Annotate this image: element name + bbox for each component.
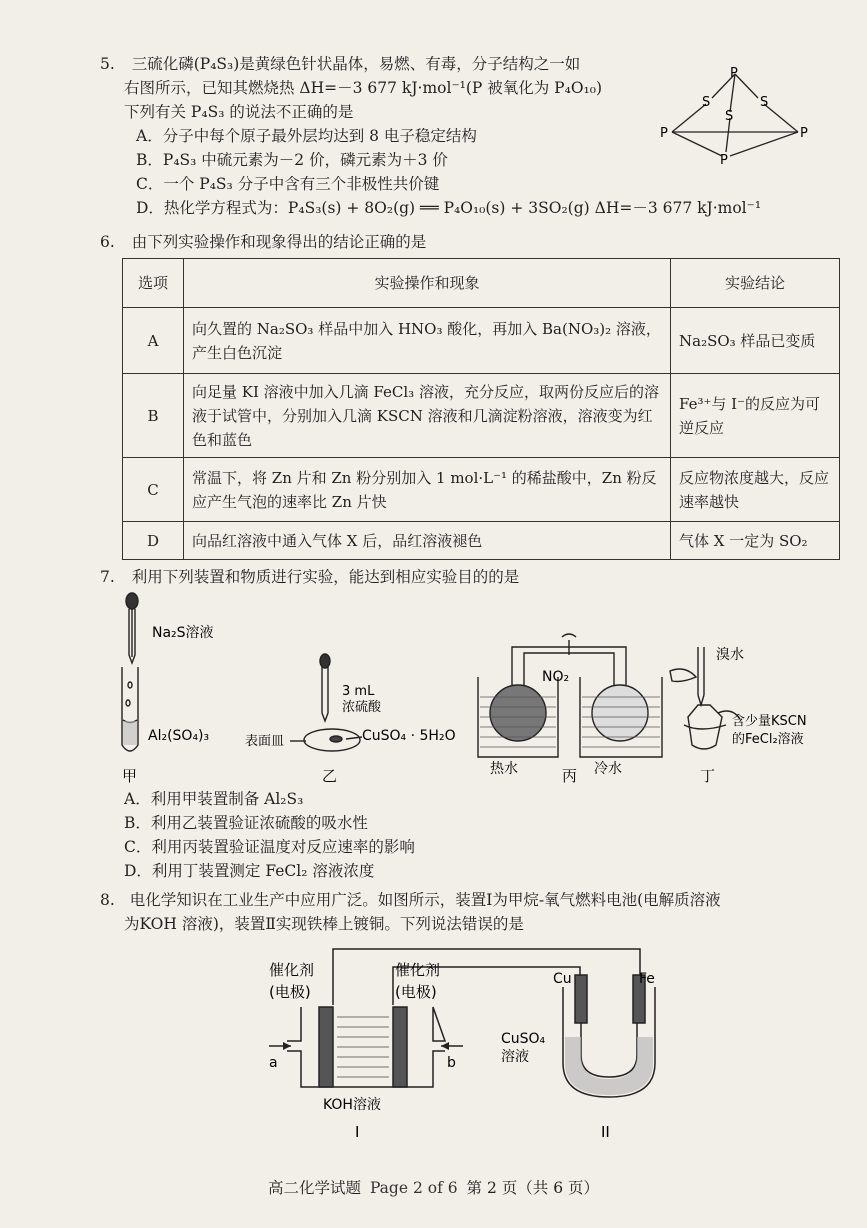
row-conclusion: 反应物浓度越大，反应速率越快 [671, 458, 840, 522]
cuso4-label-2: 溶液 [501, 1049, 529, 1065]
option-a: A．分子中每个原子最外层均达到 8 电子稳定结构 [136, 127, 477, 146]
row-option: A [123, 308, 184, 374]
option-d: D．热化学方程式为：P₄S₃(s) + 8O₂(g) ══ P₄O₁₀(s) + 3SO₂(g) ΔH=－3 677 kJ·mol⁻¹ [136, 199, 762, 218]
table-row [123, 522, 840, 560]
question-stem: 下列有关 P₄S₃ 的说法不正确的是 [124, 103, 354, 122]
p4s3-molecule-figure [650, 60, 820, 175]
row-operation: 向品红溶液中通入气体 X 后，品红溶液褪色 [184, 522, 671, 560]
option-c: C．利用丙装置验证温度对反应速率的影响 [124, 838, 415, 857]
question-stem: 电化学知识在工业生产中应用广泛。如图所示，装置Ⅰ为甲烷-氧气燃料电池(电解质溶液 [129, 891, 721, 909]
option-c: C．一个 P₄S₃ 分子中含有三个非极性共价键 [136, 175, 440, 194]
yi-volume-label: 3 mL [342, 684, 375, 699]
jia-tube-label: Al₂(SO₄)₃ [148, 728, 210, 744]
row-operation: 向久置的 Na₂SO₃ 样品中加入 HNO₃ 酸化，再加入 Ba(NO₃)₂ 溶液，产生白色沉淀 [184, 308, 671, 374]
question-stem: 三硫化磷(P₄S₃)是黄绿色针状晶体，易燃、有毒，分子结构之一如 [131, 55, 581, 73]
question-number: 6. [100, 233, 115, 251]
yi-salt-label: CuSO₄ · 5H₂O [362, 728, 456, 744]
catalyst-right-label-1: 催化剂 [395, 961, 441, 979]
footer-page-overlay: Page 2 of 6 [369, 1179, 458, 1197]
bing-gas-label: NO₂ [542, 669, 570, 685]
inlet-b-label: b [447, 1055, 456, 1071]
question-number: 7. [100, 568, 115, 586]
ding-label: 丁 [700, 767, 716, 785]
atom-p-bottom: P [720, 153, 728, 168]
table-header-row [123, 259, 840, 308]
question-number: 8. [100, 891, 115, 909]
page-footer [0, 1176, 867, 1198]
question-stem: 利用下列装置和物质进行实验，能达到相应实验目的的是 [131, 568, 520, 586]
header-conclusion: 实验结论 [671, 259, 840, 308]
catalyst-right-label-2: (电极) [395, 983, 437, 1001]
header-option: 选项 [123, 259, 184, 308]
question-7-options [112, 787, 415, 883]
ding-flask-label-2: 的FeCl₂溶液 [732, 732, 804, 747]
row-conclusion: 气体 X 一定为 SO₂ [671, 522, 840, 560]
table-row [123, 308, 840, 374]
question-8 [100, 888, 840, 936]
option-b: B．P₄S₃ 中硫元素为－2 价，磷元素为＋3 价 [136, 151, 448, 170]
row-operation: 向足量 KI 溶液中加入几滴 FeCl₃ 溶液，充分反应，取两份反应后的溶液于试管中，分别加入几滴 KSCN 溶液和几滴淀粉溶液，溶液变为红色和蓝色 [184, 374, 671, 458]
koh-label: KOH溶液 [323, 1097, 381, 1113]
row-conclusion: Fe³⁺与 I⁻的反应为可逆反应 [671, 374, 840, 458]
catalyst-left-label-2: (电极) [269, 983, 311, 1001]
option-b: B．利用乙装置验证浓硫酸的吸水性 [124, 814, 368, 833]
yi-acid-label: 浓硫酸 [342, 700, 382, 715]
row-operation: 常温下，将 Zn 片和 Zn 粉分别加入 1 mol·L⁻¹ 的稀盐酸中，Zn 粉反应产生气泡的速率比 Zn 片快 [184, 458, 671, 522]
yi-dish-label: 表面皿 [245, 734, 285, 749]
question-number: 5. [100, 55, 115, 73]
atom-p-right: P [800, 126, 808, 141]
cu-electrode-label: Cu [553, 971, 572, 987]
question-stem: 由下列实验操作和现象得出的结论正确的是 [131, 233, 427, 251]
bing-hot-label: 热水 [490, 761, 518, 777]
option-d: D．利用丁装置测定 FeCl₂ 溶液浓度 [124, 862, 375, 881]
atom-s-right: S [760, 95, 769, 110]
footer-title: 高二化学试题 [268, 1179, 362, 1197]
header-operation: 实验操作和现象 [184, 259, 671, 308]
jia-dropper-label: Na₂S溶液 [152, 625, 214, 641]
table-row [123, 374, 840, 458]
ding-flask-label-1: 含少量KSCN [732, 714, 807, 729]
atom-s-center: S [725, 109, 734, 124]
cuso4-label-1: CuSO₄ [501, 1031, 546, 1047]
device-i-label: I [355, 1123, 360, 1141]
atom-p-left: P [660, 126, 668, 141]
row-option: B [123, 374, 184, 458]
jia-label: 甲 [122, 767, 138, 785]
atom-s-left: S [702, 95, 711, 110]
q7-apparatus-figure [110, 585, 830, 785]
device-ii-label: II [601, 1123, 610, 1141]
yi-label: 乙 [322, 767, 338, 785]
row-conclusion: Na₂SO₃ 样品已变质 [671, 308, 840, 374]
option-a: A．利用甲装置制备 Al₂S₃ [124, 790, 304, 808]
fe-electrode-label: Fe [639, 971, 655, 987]
catalyst-left-label-1: 催化剂 [269, 961, 315, 979]
question-6 [100, 230, 426, 254]
q8-electrochem-figure [255, 945, 675, 1145]
inlet-a-label: a [269, 1055, 278, 1071]
row-option: C [123, 458, 184, 522]
row-option: D [123, 522, 184, 560]
bing-cold-label: 冷水 [594, 761, 622, 777]
experiment-table [122, 258, 840, 560]
footer-page-count: 第 2 页（共 6 页） [466, 1179, 599, 1197]
bing-label: 丙 [562, 767, 578, 785]
ding-bromine-label: 溴水 [716, 647, 744, 663]
question-stem: 右图所示，已知其燃烧热 ΔH=－3 677 kJ·mol⁻¹(P 被氧化为 P₄O₁₀) [124, 79, 602, 98]
table-row [123, 458, 840, 522]
atom-p-top: P [730, 66, 738, 81]
question-stem: 为KOH 溶液)，装置Ⅱ实现铁棒上镀铜。下列说法错误的是 [124, 915, 524, 934]
question-5 [100, 52, 762, 220]
